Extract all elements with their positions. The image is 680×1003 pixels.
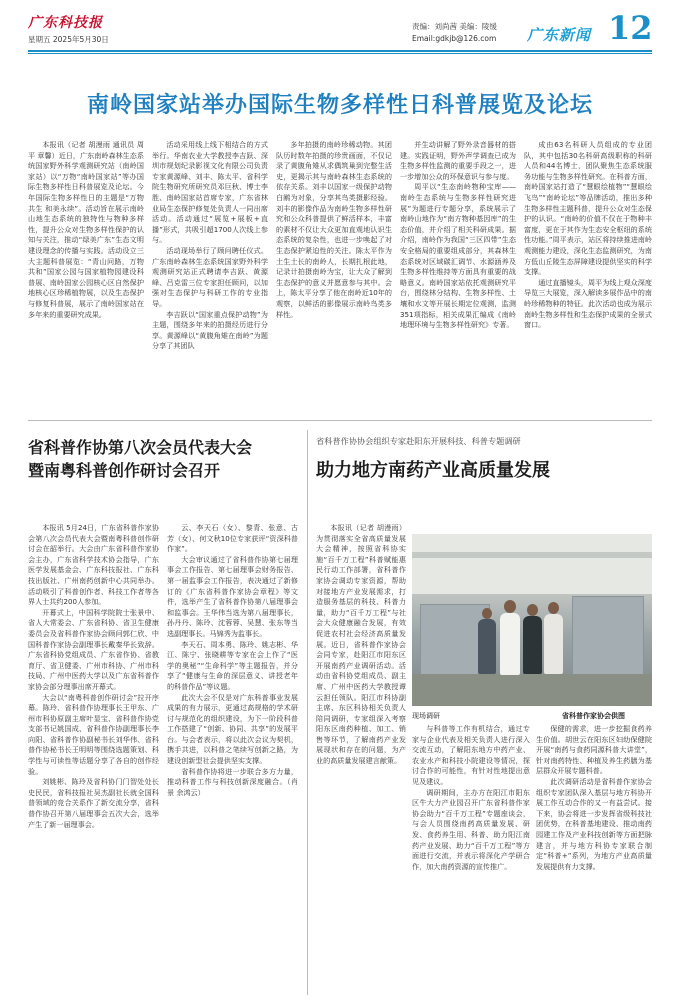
article1-column-1 (28, 140, 144, 410)
article2-paragraph: 省科普作协将进一步联合多方力量，推动科普工作与科技创新深度融合。（肖景 余鸿云） (167, 766, 298, 797)
article1-paragraph: 周平以“生态南岭物种宝库——南岭生态系统与生物多样性研究进展”为题进行专题分享，系统展示了南岭山地作为“南方物种基因库”的生态价值，并介绍了相关科研成果。据介绍，南岭作为我国“三区四带”生态安全格局的重要组成部分，其森林生态系统对区域碳汇调节、水源涵养及生物多样性维持等方面具有重要的战略意义。南岭国家站依托观测研究平台，围绕林分结构、生物多样性、土壤和水文等开展长期定位观测，监测351项指标，相关成果汇编成《南岭地理环境与生物多样性研究》专著。 (400, 182, 516, 330)
photo-person (523, 616, 542, 674)
article2-paragraph: 大会以“南粤科普创作研讨会”拉开序幕。陈玲、省科普作协理事长王甲东、广州市科协原副主席叶显宝、省科普作协党支部书记姚国成、省科普作协副理事长李向阳、省科普作协副秘书长刘华伟、省科普作协秘书长王明明等围绕选题策划、科学性与可读性等话题分享了各自的创作经验。 (28, 692, 159, 776)
article2-paragraph: 此次大会不仅是对广东科普事业发展成果的有力展示，更通过高规格的学术研讨与规范化的组织建设，为下一阶段科普工作搭建了“创新、协同、共享”的发展平台。与会者表示，将以此次会议为契机，携手共进，以科普之笔续写创新之路，为建设创新型社会提供坚实支撑。 (167, 692, 298, 766)
article3-paragraph: 此次调研活动是省科普作家协会组织专家团队深入基层与地方科协开展工作互动合作的又一有益尝试。接下来，协会将进一步发挥省级科技社团优势，在科普基地建设、推动南药园建工作及产业科技创新等方面把脉建言，并与地方科协专家联合制定“科普+”系列，为地方产业高质量发展提供有力支撑。 (536, 776, 652, 871)
article3-paragraph: 本报讯（记者 胡漫雨）为贯彻落实全省高质量发展大会精神，按照省科协实施“百千万工程”科普赋能惠民行动工作部署，省科普作家协会调动专家资源，帮助对接地方产业发展需求，打造服务基层的科技、科普力量，助力“百千万工程”与社会大众健康融合发展，有效促进农村社会经济高质量发展。近日，省科普作家协会会同专家，赴阳江市阳东区开展南药产业调研活动。活动由省科协党组成员、副主席、广州中医药大学教授谭云担任领队。阳江市科协副主席、东区科协相关负责人陪同调研，专家组深入考察阳东区南药种植、加工、销售等环节，了解南药产业发展现状和存在的问题，为产业的高质量发展建言献策。 (316, 523, 406, 766)
photo-person-head (482, 608, 492, 619)
article3-column-1 (316, 523, 406, 993)
article1-column-5 (524, 140, 652, 410)
header-rule-thin (28, 53, 652, 54)
article1-column-2 (152, 140, 268, 410)
page-number: 12 (608, 9, 653, 47)
photo-floor (412, 674, 652, 706)
publication-date: 星期五 2025年5月30日 (28, 35, 109, 44)
photo-wall (412, 534, 652, 594)
article2-paragraph: 本报讯 5月24日，广东省科普作家协会第八次会员代表大会暨南粤科普创作研讨会在韶举行。大会由广东省科普作家协会主办，广东省科学技术协会指导，广东医学发展基金会、广东科技报社、广东科技出版社、广州南药创新中心共同举办。活动吸引了科普创作者、科技工作者等各界人士共约200人参加。 (28, 523, 159, 607)
article2-paragraph: 大会审议通过了省科普作协第七届理事会工作报告、第七届理事会财务报告、第一届监事会工作报告，表决通过了新修订的《广东省科普作家协会章程》等文件，选举产生了省科普作协第八届理事会和监事会。王华伟当选为第八届理事长，孙丹丹、陈玲、沈蓉蓉、吴慧、张东等当选副理事长。马锦秀为监事长。 (167, 554, 298, 638)
article2-paragraph: 云、李天石（女）、黎青、张意、古芳（女）、何文秋10位专家获评“资深科普作家”。 (167, 523, 298, 554)
article1-paragraph: 成由63名科研人员组成的专业团队，其中包括30名科研高级职称的科研人员和44名博士，团队聚焦生态系统服务功能与生物多样性研究。在科普方面，南岭国家站打造了“慧眼绘植物”“慧眼绘飞鸟”“南岭论坛”等品牌活动，推出多种生物多样性主题科普，提升公众对生态保护的认识。“南岭的价值不仅在于物种丰富度，更在于其作为生态安全枢纽的系统性功能。”周平表示，站区将持续推进南岭观测能力建设，深化生态监测研究，为南方低山丘陵生态屏障建设提供坚实的科学支撑。 (524, 140, 652, 277)
article2-column-2 (167, 523, 298, 993)
photo-person-head (527, 604, 538, 616)
photo-person (544, 614, 563, 674)
article1-paragraph: 本报讯（记者 胡漫雨 通讯员 周平 章馨）近日，广东南岭森林生态系统国家野外科学观测研究站（南岭国家站）以“万物“南岭国家站”等办国际生物多样性日科普展览及论坛。今年国际生物多样性日的主题是“万物共生 和美永续”。活动旨在展示南岭山地生态系统的独特性与物种多样性，提升公众对生物多样性保护的认知与关注，推动“绿美广东”生态文明建设理念的传播与实践。活动设立三大主题科普展览：“青山问路，万物共和”国家公园与国家植物园建设科普展、南岭国家公园核心区自然保护地核心区珍稀植物展，以及生态保护与修复科普展，展示了南岭国家站在多年来的重要研究成果。 (28, 140, 144, 319)
photo-machine (572, 596, 644, 678)
article1-paragraph: 活动采用线上线下相结合的方式举行。华南农业大学教授李吉跃、深圳市规划纪录影视文化有限公司负责专家黄源峰、刘丰、陈太平、省科学院生物研究所研究员邓巨秋、博士李胜、南岭国家站首席专家，广东省林业局生态保护修复处负责人一同出席活动。活动通过“展览+展板+直播”形式，共吸引超1700人次线上参与。 (152, 140, 268, 245)
article3-paragraph: 调研期间，主办方在阳江市阳东区牛大力产业园召开广东省科普作家协会助力“百千万工程”专题座谈会，与会人员围绕南药高质量发展、研发、食药养生用、科普、助力阳江南药产业发展、助力“百千万工程”等方面进行交流，并表示将深化产学研合作，加大南药资源的宣传推广。 (412, 787, 530, 871)
photo-person-head (504, 600, 516, 613)
article1-paragraph: 通过直播镜头，周平为线上观众深度导览三大展览，深入解读多展作品中的南岭珍稀物种的特征。此次活动也成为展示南岭生物多样性和生态保护成果的全景式窗口。 (524, 277, 652, 330)
article3-paragraph: 保健的需求，进一步挖掘食药养生价值。胡世云在阳东区妇幼保健院开展“南药与食药同源科普大讲堂”，针对南药特性、种植及养生药膳为基层群众开展专题科普。 (536, 724, 652, 776)
article1-column-4 (400, 140, 516, 410)
article3-paragraph: 与科普等工作有机结合，通过专家与企业代表及相关负责人进行深入交流互动，了解阳东地方中药产业、农业水产和科技小院建设等情况，探讨合作的可能性，有针对性地提出意见及建议。 (412, 724, 530, 786)
column-divider (307, 430, 308, 995)
photo-person (478, 619, 496, 674)
article3-headline[interactable]: 助力地方南药产业高质量发展 (316, 460, 550, 481)
article3-column-2 (412, 724, 530, 993)
editors-line: 责编：刘尚茜 美编：陵缓 (412, 22, 497, 31)
article2-paragraph: 刘姚彬、陈玲及省科协门门智处处长史民民，省科技报社吴杰副社长就全国科普领域的竞合关系作了新交流分享，省科普作协召开第八届理事会五次大会，选举产生了新一届理事会。 (28, 777, 159, 829)
article2-paragraph: 开幕式上，中国科学院院士张景中、省人大常委会、广东省科协、省卫生健康委员会及省科普作家协会顾问郭仁欣、中国科普作家协会副理事长戴秦华长致辞。广东省科协党组成员、广东省作协、省教育厅、省卫健委、广州市科协、广州市科技局、广州中医药大学以及广东省科普作家协会部分理事出席开幕式。 (28, 607, 159, 691)
section-divider (28, 420, 652, 421)
photo-person-head (548, 602, 559, 614)
photo-person (500, 613, 520, 675)
article1-headline[interactable]: 南岭国家站举办国际生物多样性日科普展览及论坛 (86, 93, 593, 118)
article2-paragraph: 李天石、周本勇、陈玲、姚志彬、华江、陈宁、张晓耕等专家在会上作了“医学的奥秘”“生命科学”等主题报告，并分享了“健康与生命的深层意义、讲授老年的科普作品”等议题。 (167, 639, 298, 691)
photo-caption: 现场调研 (412, 712, 440, 720)
article3-kicker: 省科普作协协会组织专家赴阳东开展科技、科普专题调研 (316, 436, 521, 446)
article1-paragraph: 并生动讲解了野外录音器材的搭建。实践证明，野外声学调查已成为生物多样性监测的重要手段之一，进一步增加公众的环保意识与参与度。 (400, 140, 516, 181)
article1-paragraph: 多年拍摄的南岭珍稀动物。其团队历时数年拍摄的珍贵画面，不仅记录了黄腹角雉从求偶筑巢到完整生活史，更揭示其与南岭森林生态系统的依存关系。刘丰以国家一级保护动物白鹇为对象，分享其鸟类摄影经验。刘丰的影像作品为南岭生物多样性研究和公众科普提供了鲜活样本，丰富的素材不仅让大众更加直观地认识生态系统的复杂性，也进一步唤起了对生态保护紧迫性的关注。陈太平作为土生土长的南岭人，长期扎根此地，记录计拍摄南岭为宝，让大众了解到生态保护的意义并愿意参与其中。会上，陈太平分享了他在南岭近10年的观察，以鲜活的影像展示南岭鸟类多样性。 (276, 140, 392, 319)
article2-headline-line2[interactable]: 暨南粤科普创作研讨会召开 (28, 461, 221, 480)
photo-credit: 省科普作家协会供图 (562, 712, 625, 720)
section-name: 广东新闻 (527, 26, 592, 44)
header-rule (28, 50, 652, 52)
article1-paragraph: 李吉跃以“国家重点保护动物”为主题，围绕多年来的拍摄经历进行分享。黄源峰以“黄腹角雉在南岭”为题分享了其团队 (152, 309, 268, 351)
field-research-photo[interactable] (412, 534, 652, 706)
article2-headline-line1[interactable]: 省科普作协第八次会员代表大会 (28, 438, 253, 457)
email-line[interactable]: Email:gdkjb@126.com (412, 34, 497, 43)
photo-beam (412, 552, 652, 558)
article3-column-3 (536, 724, 652, 993)
article1-paragraph: 活动现场举行了顾问聘任仪式。广东南岭森林生态系统国家野外科学观测研究站正式聘请李吉跃、黄源峰、吕克雷三位专家担任顾问，以加强对生态保护与科研工作的专业指导。 (152, 245, 268, 308)
masthead-logo[interactable]: 广东科技报 (28, 15, 103, 31)
article2-column-1 (28, 523, 159, 993)
page-header (0, 0, 680, 54)
article1-column-3 (276, 140, 392, 410)
